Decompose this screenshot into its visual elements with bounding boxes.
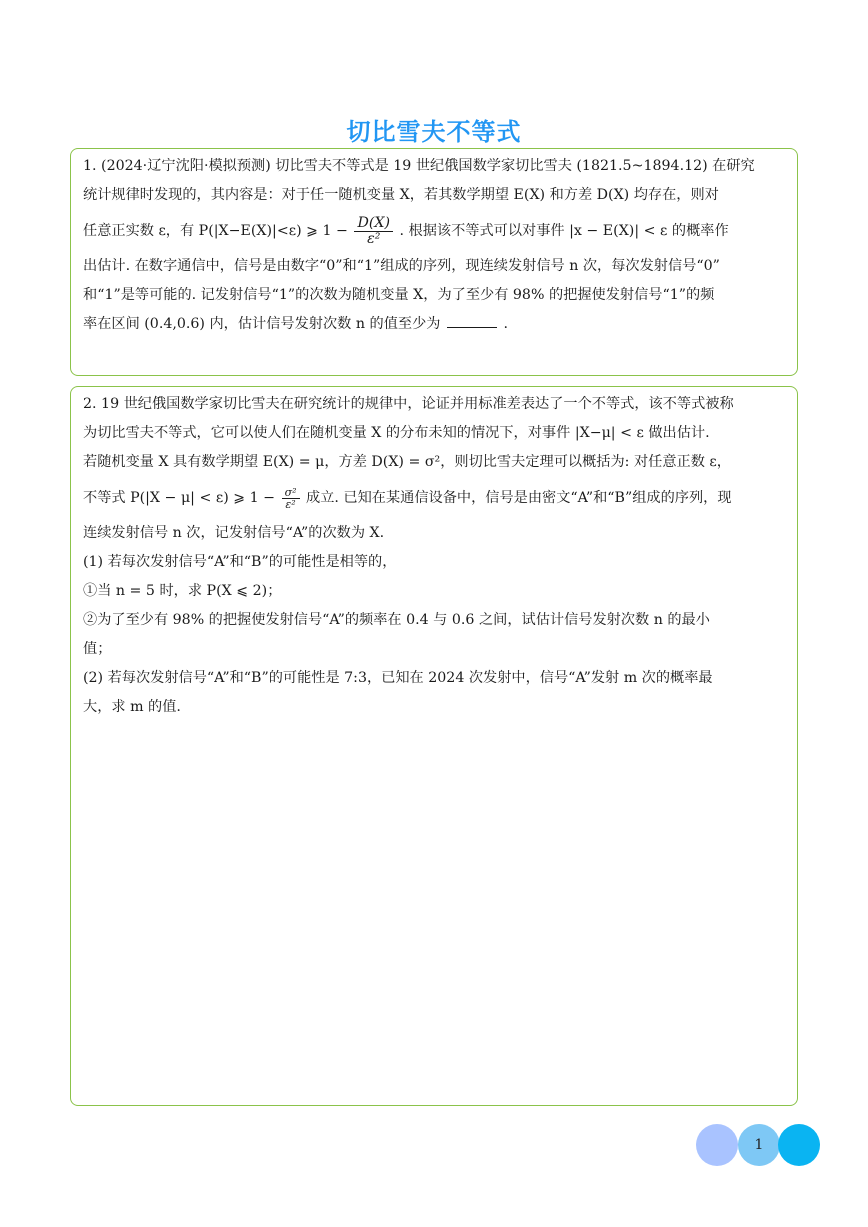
answer-blank[interactable] (447, 313, 497, 328)
page-dot-right (778, 1124, 820, 1166)
page-title: 切比雪夫不等式 (346, 118, 522, 146)
q2-line-1: 2. 19 世纪俄国数学家切比雪夫在研究统计的规律中，论证并用标准差表达了一个不等式，该不等式被称 (83, 396, 734, 412)
q2-line-4-post: 成立. 已知在某通信设备中，信号是由密文“A”和“B”组成的序列，现 (306, 490, 732, 506)
q1-line-3-pre: 任意正实数 ε，有 P(|X−E(X)|<ε) ⩾ 1 − (83, 223, 348, 239)
q1-line-3 (83, 210, 787, 252)
q2-line-5: 连续发射信号 n 次，记发射信号“A”的次数为 X. (83, 525, 385, 541)
q1-line-6-pre: 率在区间 (0.4,0.6) 内，估计信号发射次数 n 的值至少为 (83, 316, 441, 332)
page-dot-left (696, 1124, 738, 1166)
q2-fraction-den: ε² (285, 497, 296, 511)
q2-line-9: 值； (83, 641, 112, 657)
q2-fraction (282, 487, 300, 510)
q2-line-4-pre: 不等式 P(|X − μ| < ε) ⩾ 1 − (83, 490, 276, 506)
q2-line-2: 为切比雪夫不等式，它可以使人们在随机变量 X 的分布未知的情况下，对事件 |X−μ| < ε 做出估计. (83, 425, 710, 441)
q1-line-4: 出估计. 在数字通信中，信号是由数字“0”和“1”组成的序列，现连续发射信号 n 次，每次发射信号“0” (83, 258, 720, 274)
q2-fraction-num: σ² (282, 487, 300, 499)
q1-line-2: 统计规律时发现的，其内容是：对于任一随机变量 X，若其数学期望 E(X) 和方差 D(X) 均存在，则对 (83, 187, 719, 203)
q2-line-8: ②为了至少有 98% 的把握使发射信号“A”的频率在 0.4 与 0.6 之间，试估计信号发射次数 n 的最小 (83, 612, 710, 628)
question-1-text (83, 152, 787, 339)
question-1-box (70, 148, 798, 376)
question-2-box (70, 386, 798, 1106)
q2-line-7: ①当 n = 5 时，求 P(X ⩽ 2)； (83, 583, 282, 599)
question-2-text (83, 390, 787, 722)
q2-line-4 (83, 477, 787, 519)
page-number: 1 (754, 1137, 764, 1153)
q1-line-5: 和“1”是等可能的. 记发射信号“1”的次数为随机变量 X，为了至少有 98% 的把握使发射信号“1”的频 (83, 287, 715, 303)
q2-line-11: 大，求 m 的值. (83, 699, 181, 715)
q1-line-1: 1. (2024·辽宁沈阳·模拟预测) 切比雪夫不等式是 19 世纪俄国数学家切比雪夫 (1821.5~1894.12) 在研究 (83, 158, 755, 174)
q1-line-6 (83, 310, 787, 339)
q1-fraction (354, 216, 393, 247)
q2-line-3: 若随机变量 X 具有数学期望 E(X) = μ，方差 D(X) = σ²，则切比雪夫定理可以概括为: 对任意正数 ε， (83, 454, 731, 470)
q1-fraction-num: D(X) (354, 216, 393, 232)
q2-line-6: (1) 若每次发射信号“A”和“B”的可能性是相等的， (83, 554, 397, 570)
q1-line-3-post: . 根据该不等式可以对事件 |x − E(X)| < ε 的概率作 (399, 223, 729, 239)
page-indicator (696, 1124, 822, 1168)
q1-fraction-den: ε² (367, 230, 381, 247)
q1-line-6-post: . (503, 316, 508, 332)
q2-line-10: (2) 若每次发射信号“A”和“B”的可能性是 7:3，已知在 2024 次发射中，信号“A”发射 m 次的概率最 (83, 670, 713, 686)
